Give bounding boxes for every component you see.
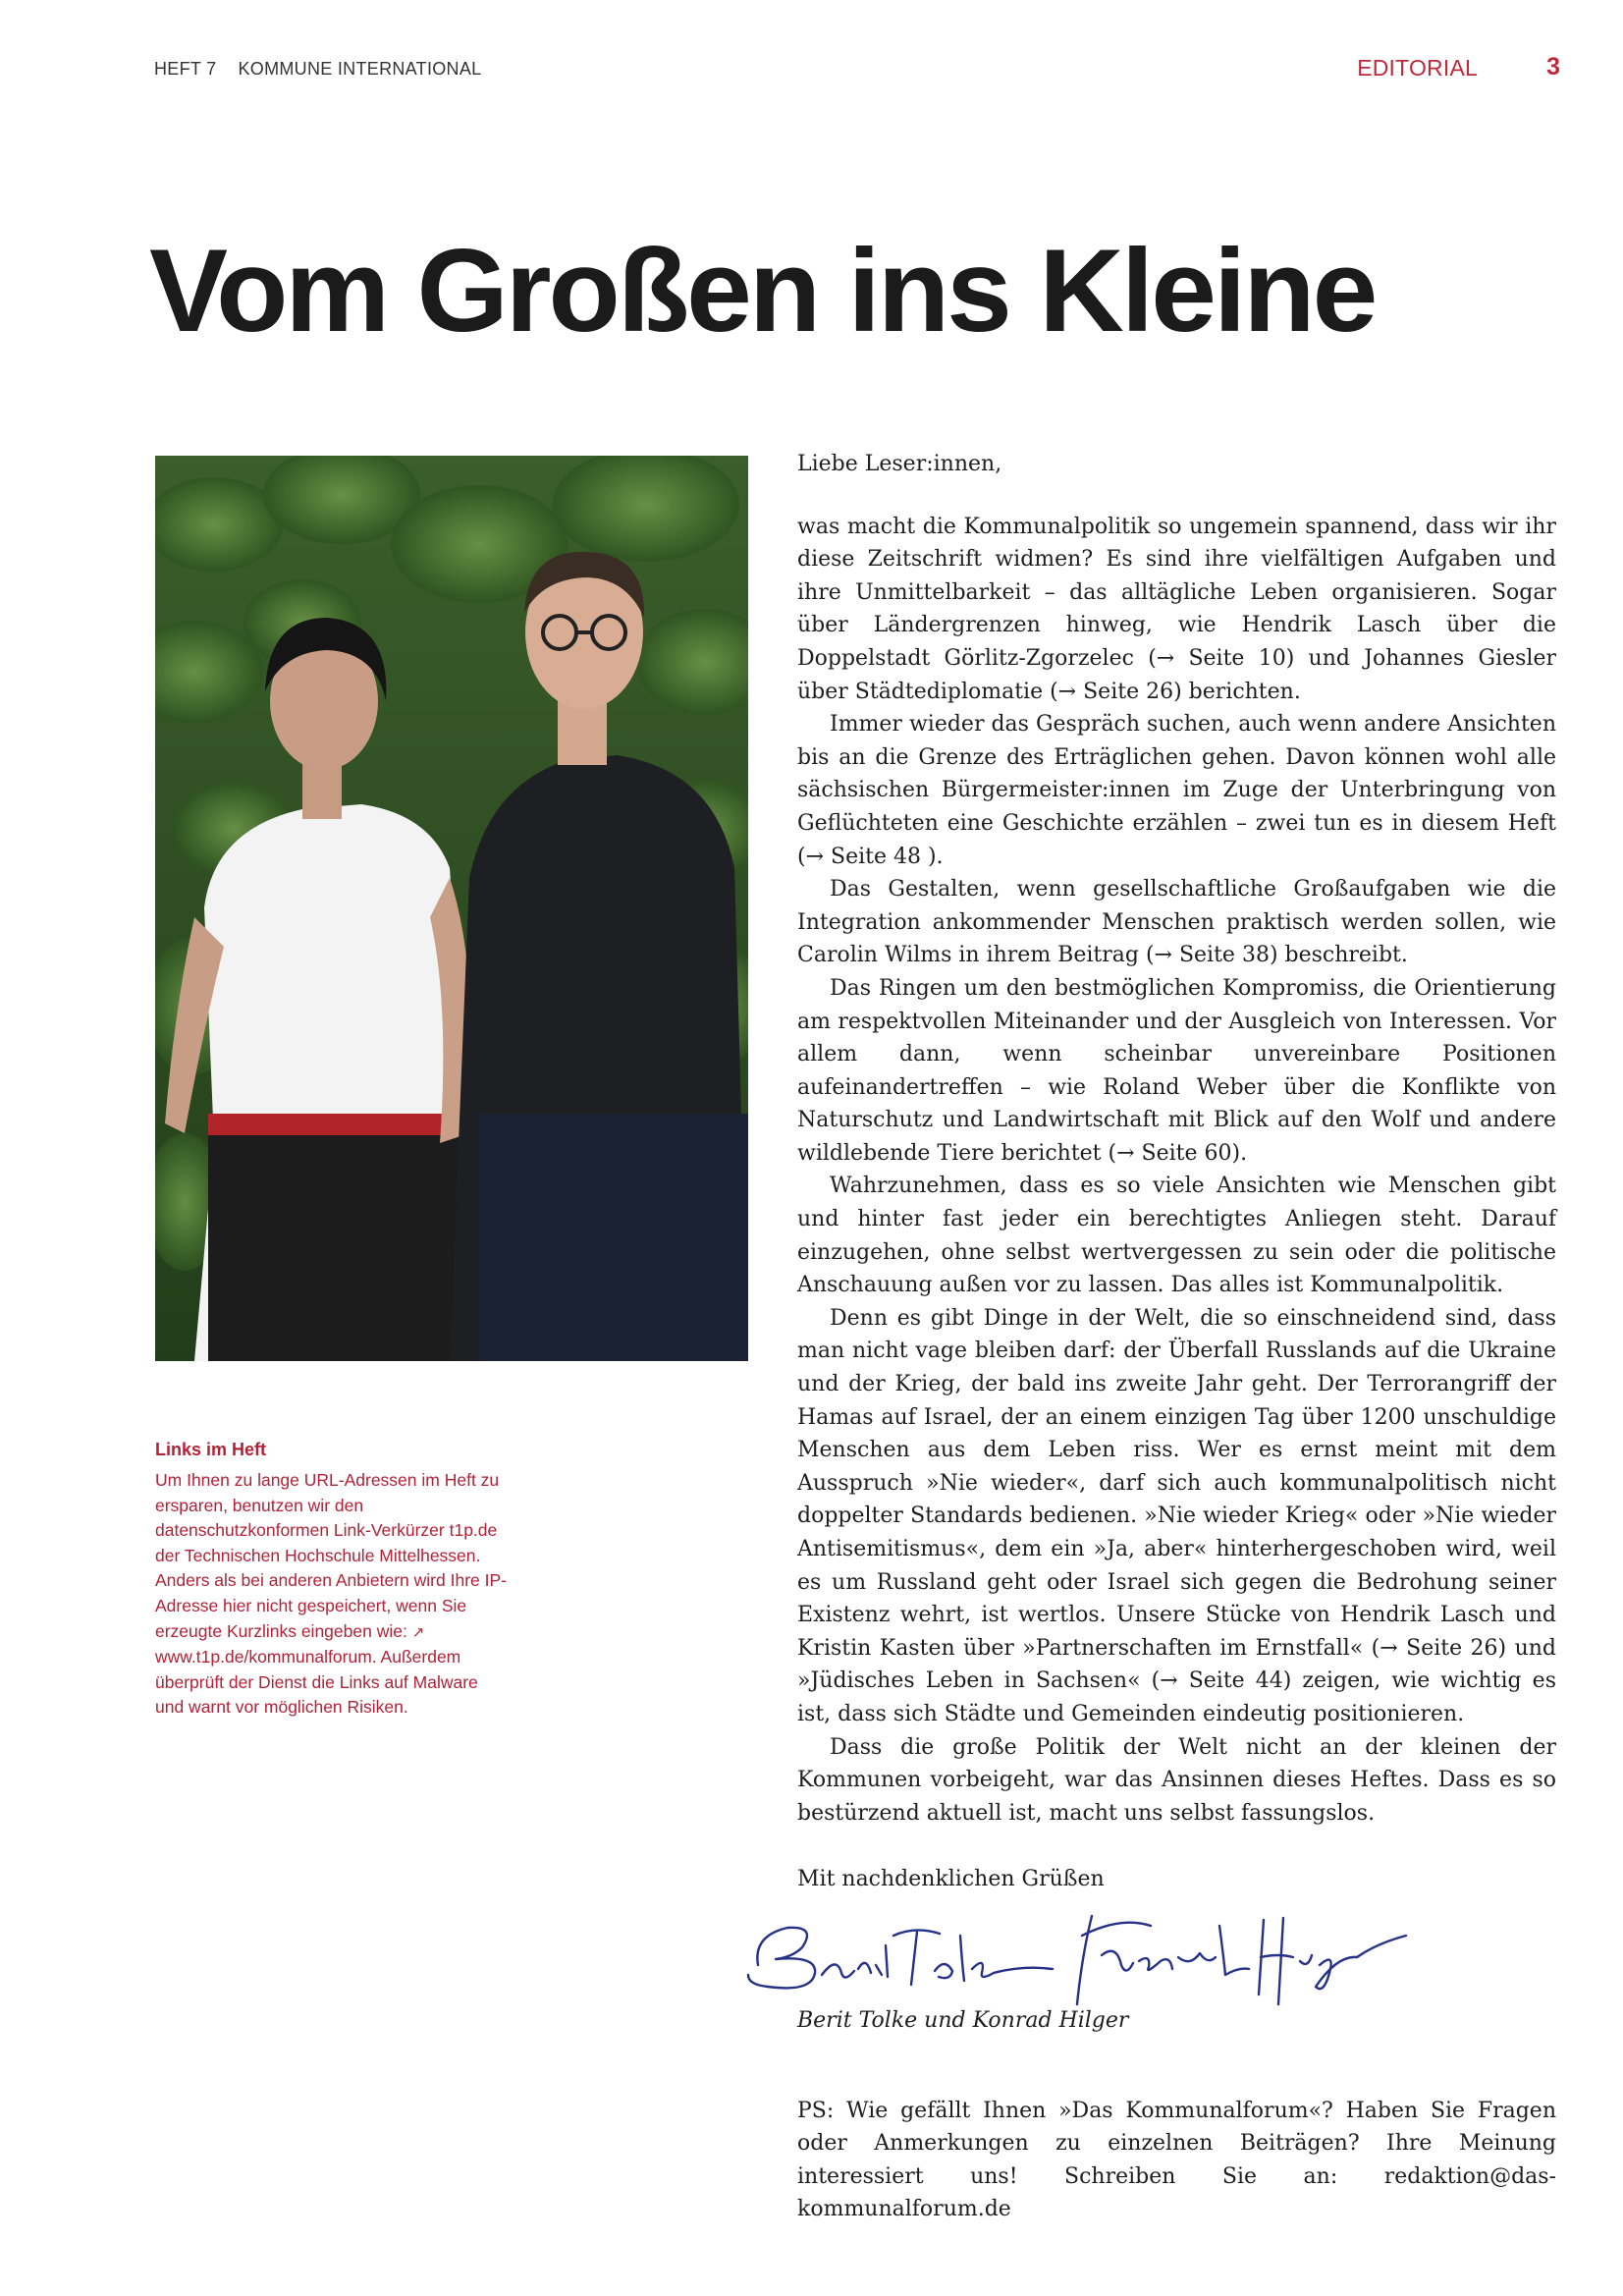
sidebar-text xyxy=(155,1468,509,1721)
body-paragraph: was macht die Kommunalpolitik so ungemein spannend, dass wir ihr diese Zeitschrift widmen? Es sind ihre vielfältigen Aufgaben und ihre Unmittelbarkeit – das alltägliche Leben organisieren. Sogar über Ländergrenzen hinweg, wie Hendrik Lasch über die Doppelstadt Görlitz-Zgorzelec (→ Seite 10) und Johannes Giesler über Städtediplomatie (→ Seite 26) berichten. xyxy=(797,514,1556,704)
sidebar-text-outro: . Außerdem überprüft der Dienst die Links auf Malware und warnt vor möglichen Risiken. xyxy=(155,1647,478,1718)
body-paragraph: Dass die große Politik der Welt nicht an der kleinen der Kommunen vorbeigeht, war das Ansinnen dieses Heftes. Dass es so bestürzend aktuell ist, macht uns selbst fassungslos. xyxy=(797,1734,1556,1826)
running-head-left xyxy=(154,59,481,80)
sidebar-text-intro: Um Ihnen zu lange URL-Adressen im Heft zu ersparen, benutzen wir den datenschutzkonformen Link-Verkürzer t1p.de der Technischen Hochschule Mittelhessen. Anders als bei anderen Anbietern wird Ihre IP-Adresse hier nicht gespeichert, wenn Sie erzeugte Kurzlinks eingeben wie: xyxy=(155,1470,507,1641)
arrow-up-right-icon: ↗ xyxy=(411,1623,425,1641)
portrait-photo xyxy=(155,456,748,1361)
closing-line: Mit nachdenklichen Grüßen xyxy=(797,1867,1105,1892)
sidebar-title: Links im Heft xyxy=(155,1440,267,1459)
magazine-section-label: KOMMUNE INTERNATIONAL xyxy=(238,59,482,79)
body-paragraph: Immer wieder das Gespräch suchen, auch wenn andere Ansichten bis an die Grenze des Erträglichen gehen. Davon können wohl alle sächsischen Bürgermeister:innen im Zuge der Unterbringung von Geflüchteten eine Geschichte erzählen – zwei tun es in diesem Heft (→ Seite 48 ). xyxy=(797,712,1556,869)
body-paragraph: Das Gestalten, wenn gesellschaftliche Großaufgaben wie die Integration ankommender Menschen praktisch werden sollen, wie Carolin Wilms in ihrem Beitrag (→ Seite 38) beschreibt. xyxy=(797,877,1556,968)
running-head xyxy=(154,53,1560,86)
signatories: Berit Tolke und Konrad Hilger xyxy=(797,2007,1129,2033)
body-paragraph: Das Ringen um den bestmöglichen Kompromiss, die Orientierung am respektvollen Miteinander und der Ausgleich von Interessen. Vor allem dann, wenn scheinbar unvereinbare Positionen aufeinandertreffen – wie Roland Weber über die Konflikte von Naturschutz und Landwirtschaft mit Blick auf den Wolf und andere wildlebende Tiere berichtet (→ Seite 60). xyxy=(797,975,1556,1166)
portrait-illustration xyxy=(155,456,748,1361)
signature-image xyxy=(729,1896,1416,2016)
body-paragraph: Denn es gibt Dinge in der Welt, die so einschneidend sind, dass man nicht vage bleiben darf: der Überfall Russlands auf die Ukraine und der Krieg, der bald ins zweite Jahr geht. Der Terrorangriff der Hamas auf Israel, der an einem einzigen Tag über 1200 unschuldige Menschen aus dem Leben riss. Wer es ernst meint mit dem Ausspruch »Nie wieder«, darf sich auch kommunalpolitisch nicht doppelter Standards bedienen. »Nie wieder Krieg« oder »Nie wieder Antisemitismus«, dem ein »Ja, aber« hinterhergeschoben wird, weil es um Russland geht oder Israel sich gegen die Bedrohung seiner Existenz wehrt, ist wertlos. Unsere Stücke von Hendrik Lasch und Kristin Kasten über »Partnerschaften im Ernstfall« (→ Seite 26) und »Jüdisches Leben in Sachsen« (→ Seite 44) zeigen, wie wichtig es ist, dass sich Städte und Gemeinden eindeutig positionieren. xyxy=(797,1305,1556,1726)
issue-label: HEFT 7 xyxy=(154,59,217,79)
handwritten-signature xyxy=(729,1896,1556,2016)
page-number: 3 xyxy=(1546,53,1560,81)
headline: Vom Großen ins Kleine xyxy=(149,225,1376,356)
sidebar-links-info xyxy=(155,1440,509,1721)
body-paragraph: Wahrzunehmen, dass es so viele Ansichten wie Menschen gibt und hinter fast jeder ein berechtigtes Anliegen steht. Darauf einzugehen, ohne selbst wertvergessen zu sein oder die politische Anschauung außen vor zu lassen. Das alles ist Kommunalpolitik. xyxy=(797,1174,1556,1298)
salutation: Liebe Leser:innen, xyxy=(797,452,1002,476)
shortlink-example[interactable]: www.t1p.de/kommunalforum xyxy=(155,1647,372,1667)
postscript: PS: Wie gefällt Ihnen »Das Kommunalforum«? Haben Sie Fragen oder Anmerkungen zu einzelnen Beiträgen? Ihre Meinung interessiert uns! Schreiben Sie an: redaktion@das-kommunalforum.de xyxy=(797,2098,1556,2222)
editorial-body xyxy=(797,448,1556,2226)
section-label: EDITORIAL xyxy=(1357,55,1478,81)
